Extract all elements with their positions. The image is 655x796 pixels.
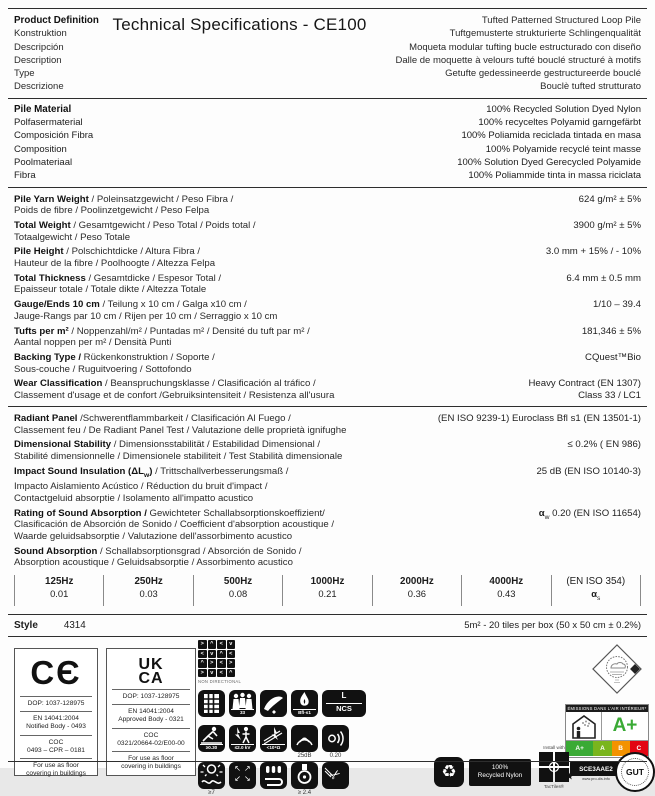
freq-col-standard: (EN ISO 354) $\alpha_s$	[551, 575, 641, 606]
sound-db-label: 25dB	[297, 753, 312, 760]
underfloor-heating-icon	[260, 762, 287, 789]
spec-row-sound-absorption: Sound Absorption / Schallabsorptionsgrad / Absorción de Sonido / Absorption acoustique / Geluidsabsorptie / Assorbimento acustico	[14, 545, 302, 569]
slip-resistance-icon	[198, 725, 225, 752]
style-label: Style	[14, 620, 38, 632]
spec-value: 6.4 mm ± 0.5 mm	[566, 272, 641, 284]
sound-absorption-icon	[322, 725, 349, 752]
direction-arrow-icon: v	[227, 640, 236, 649]
direction-arrow-icon: >	[208, 659, 217, 668]
freq-col-4000: 4000Hz 0.43	[461, 575, 550, 606]
spec-row-backing-type: Backing Type / Rückenkonstruktion / Soporte / Sous-couche / Ruguitvoering / Sottofondo CQuest™Bio	[14, 352, 641, 375]
style-number: 4314	[63, 620, 86, 632]
spec-row-tufts: Tufts per m² / Noppenzahl/m² / Puntadas m² / Densité du tuft par m² / Aantal noppen per m² / Densità Punti 181,346 ± 5%	[14, 325, 641, 349]
light-fastness-label: ≥7	[208, 790, 215, 796]
pile-material-values: 100% Recycled Solution Dyed Nylon 100% recyceltes Polyamid garngefärbt 100% Poliamida reciclada tintada en masa 100% Polyamide recyclé teint masse 100% Solution Dyed Gerecycled Polyamide 100% Poliammide tinta in massa riciclata	[457, 103, 641, 182]
star-icon: ★	[566, 772, 574, 782]
direction-arrow-icon: v	[208, 669, 217, 678]
spec-row-impact-sound: Impact Sound Insulation $(\Delta L_w)$ / Trittschallverbesserungsmaß / Impacto Aislamiento Acústico / Réduction du bruit d'impact / Contactgeluid absorptie / Isolamento all'impatto acustico 25 dB (EN ISO 10140-3)	[14, 465, 641, 504]
ce-mark-icon: CЄ	[30, 654, 82, 692]
freq-col-1000: 1000Hz 0.21	[282, 575, 371, 606]
castor-label: ≥ 2.4	[297, 790, 312, 796]
direction-arrow-icon: ^	[217, 650, 226, 659]
pile-material-labels: Pile Material Polfasermaterial Composición Fibra Composition Poolmateriaal Fibra	[14, 103, 94, 182]
tactiles-install	[538, 744, 570, 790]
flame-rating-icon	[291, 690, 318, 717]
direction-arrow-icon: <	[198, 650, 207, 659]
tactiles-label: TacTiles®	[543, 784, 565, 790]
bottom-rule	[8, 761, 647, 762]
spec-row-total-weight: Total Weight / Gesamtgewicht / Peso Total / Poids total / Totaalgewicht / Peso Totale 3900 g/m² ± 5%	[14, 219, 641, 243]
direction-arrow-icon: ^	[198, 659, 207, 668]
static-value-label: ≤2.0 kV	[231, 744, 254, 752]
tactiles-icon	[539, 752, 569, 782]
freq-col-2000: 2000Hz 0.36	[372, 575, 461, 606]
emissions-title: ÉMISSIONS DANS L'AIR INTÉRIEUR*	[567, 706, 647, 712]
direction-arrow-icon: >	[198, 640, 207, 649]
pile-material-section	[14, 99, 641, 187]
spec-value: 624 g/m² ± 5%	[578, 193, 641, 205]
style-row	[14, 615, 641, 636]
flame-class-label: Bfl-s1	[293, 709, 316, 717]
spec-value: CQuest™Bio	[585, 352, 641, 363]
building-icon	[198, 690, 225, 717]
prodis-url: www.pro-dis.info	[582, 777, 610, 782]
usage-class-label: 33	[231, 709, 254, 717]
non-directional-grid	[198, 640, 236, 677]
rule	[8, 636, 647, 637]
product-definition-values: Tufted Patterned Structured Loop Pile Tuftgemusterte strukturierte Schlingenqualität Moqueta modular tufting bucle estructurado con diseño Dalle de moquette à velours tufté bouclé structuré à motifs Getufte gedessineerde gestructureerde bouclé Bouclè tufted strutturato	[395, 15, 641, 93]
resistance-value-label: <10⁹Ω	[262, 744, 285, 752]
install-with-label: Install with	[543, 745, 565, 751]
recycle-icon: ♻	[434, 757, 464, 787]
impact-sound-icon	[291, 725, 318, 752]
direction-arrow-icon: <	[217, 669, 226, 678]
page-title: Technical Specifications - CE100	[112, 15, 367, 34]
pile-foot-icon	[260, 690, 287, 717]
pictogram-row-3	[198, 762, 349, 789]
spec-value: ≤ 0.2% ( EN 986)	[567, 439, 641, 451]
spec-row-wear-classification: Wear Classification / Beanspruchungsklasse / Clasificación al tráfico / Classement d'usage et de confort /Gebruiksintensiteit / Resistenza all'usura Heavy Contract (EN 1307) Class 33 / LC1	[14, 378, 641, 402]
dimensional-arrows-icon: ↖↗ ↙↘	[229, 762, 256, 789]
spec-value: $\alpha_w$ 0.20 (EN ISO 11654)	[538, 507, 641, 521]
house-emissions-icon	[566, 712, 602, 740]
label-product-definition: Product Definition	[14, 15, 99, 26]
direction-arrow-icon: <	[217, 659, 226, 668]
emissions-label	[565, 704, 649, 758]
product-definition-labels: Product Definition Konstruktion Descripción Description Type Descrizione	[14, 15, 99, 93]
spec-value: (EN ISO 9239-1) Euroclass Bfl s1 (EN 13501-1)	[437, 412, 641, 424]
gut-logo-icon: GUT	[615, 752, 655, 792]
scale-b: B	[612, 741, 630, 756]
header	[14, 9, 641, 98]
cut-scissors-icon: ✂	[322, 762, 349, 789]
pictogram-row-1	[198, 690, 366, 717]
freq-col-250: 250Hz 0.03	[103, 575, 192, 606]
light-fastness-icon	[198, 762, 225, 789]
spec-rows-section	[14, 188, 641, 406]
non-directional-label: NON DIRECTIONAL	[198, 679, 242, 685]
direction-arrow-icon: >	[227, 659, 236, 668]
spec-row-total-thickness: Total Thickness / Gesamtdicke / Espesor Total / Epaisseur totale / Totale dikte / Altezza Totale 6.4 mm ± 0.5 mm	[14, 272, 641, 296]
spec-row-radiant-panel: Radiant Panel /Schwerentflammbarkeit / Clasificación Al Fuego / Classement feu / De Radiant Panel Test / Valutazione delle proprietà ignifughe (EN ISO 9239-1) Euroclass Bfl s1 (EN 13501-1)	[14, 412, 641, 436]
spec-row-dimensional-stability: Dimensional Stability / Dimensionsstabilität / Estabilidad Dimensional / Stabilité dimensionnelle / Dimensionele stabiliteit / Test Stabilità dimensionale ≤ 0.2% ( EN 986)	[14, 439, 641, 462]
direction-arrow-icon: <	[227, 650, 236, 659]
spec-row-rating-sound-absorption: Rating of Sound Absorption / Gewichteter Schallabsorptionskoeffizient/ Clasificación de Absorción de Sonido / Coefficient d'absorption acoustique / Waarde geluidsabsorptie / Valutazione dell'assorbimento acustico $\alpha_w$ 0.20 (EN ISO 11654)	[14, 507, 641, 543]
spec-row-pile-yarn-weight: Pile Yarn Weight / Poleinsatzgewicht / Peso Fibra / Poids de fibre / Poolinzetgewicht / Peso Felpa 624 g/m² ± 5%	[14, 193, 641, 217]
scale-a: A	[593, 741, 611, 756]
static-charge-icon	[229, 725, 256, 752]
spec-row-gauge: Gauge/Ends 10 cm / Teilung x 10 cm / Galga x10 cm / Jauge-Rangs par 10 cm / Rijen per 10 cm / Serraggio x 10 cm 1/10 – 39.4	[14, 299, 641, 322]
spec-row-pile-height: Pile Height / Polschichtdicke / Altura Fibra / Hauteur de la fibre / Poolhoogte / Altezza Felpa 3.0 mm + 15% / - 10%	[14, 246, 641, 270]
lightness-ncs-icon: L NCS	[322, 690, 366, 717]
box-contents: 5m² - 20 tiles per box (50 x 50 cm ± 0.2%)	[464, 620, 641, 632]
pictogram-row-2	[198, 725, 349, 752]
sound-abs-label: 0.20	[329, 753, 342, 760]
ce-certificate-box: CЄ DOP: 1037-128975 EN 14041:2004 Notified Body - 0493 COC 0493 – CPR – 0181 For use as floor covering in buildings	[14, 648, 98, 776]
freq-col-500: 500Hz 0.08	[193, 575, 282, 606]
gut-code: SCE3AAE2	[579, 766, 613, 774]
sound-absorption-table	[14, 575, 641, 606]
ukca-mark-icon: UK CA	[138, 656, 164, 688]
direction-arrow-icon: >	[198, 669, 207, 678]
slip-value-label: ≥0.30	[200, 744, 223, 752]
spec-value: 3.0 mm + 15% / - 10%	[545, 246, 641, 258]
spec-value: 3900 g/m² ± 5%	[573, 219, 641, 231]
diamond-certification-seal-icon	[590, 642, 644, 696]
performance-section	[14, 407, 641, 614]
ukca-certificate-box: UK CA DOP: 1037-128975 EN 14041:2004 Approved Body - 0321 COC 0321/20664-02/E00-00 For use as floor covering in buildings	[106, 648, 196, 776]
people-usage-icon	[229, 690, 256, 717]
recycled-nylon-badge: 100% Recycled Nylon	[469, 759, 531, 786]
freq-col-125: 125Hz 0.01	[14, 575, 103, 606]
scale-a-plus: A+	[566, 741, 593, 756]
castor-chair-icon	[291, 762, 318, 789]
certifications-section	[14, 640, 647, 796]
direction-arrow-icon: ^	[208, 640, 217, 649]
spec-value: 1/10 – 39.4	[592, 299, 641, 311]
direction-arrow-icon: v	[208, 650, 217, 659]
spec-value: 25 dB (EN ISO 10140-3)	[536, 465, 641, 477]
direction-arrow-icon: <	[217, 640, 226, 649]
electrical-resistance-icon	[260, 725, 287, 752]
spec-value: 181,346 ± 5%	[581, 325, 641, 337]
emissions-grade: A+	[612, 715, 638, 737]
scale-c: C	[630, 741, 648, 756]
direction-arrow-icon: ^	[227, 669, 236, 678]
spec-value: Heavy Contract (EN 1307) Class 33 / LC1	[528, 378, 641, 402]
